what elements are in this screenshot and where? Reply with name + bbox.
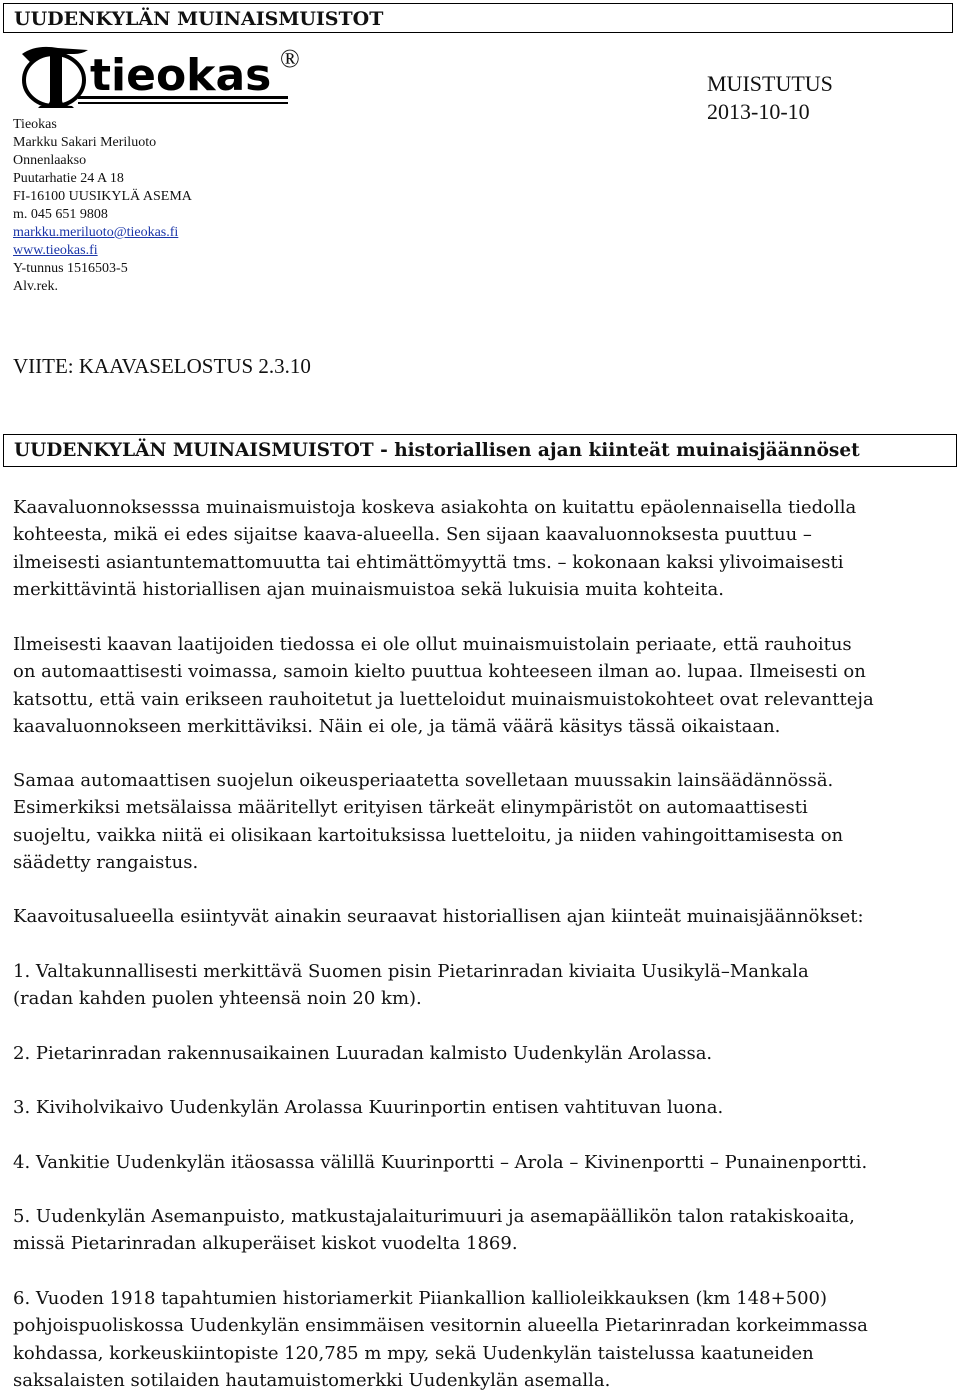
paragraph-4 xyxy=(13,903,953,930)
vat-registration: Alv.rek. xyxy=(13,279,58,294)
email-link[interactable]: markku.meriluoto@tieokas.fi xyxy=(13,225,179,240)
text-line: katsottu, että vain erikseen rauhoitetut ja luetteloidut muinaismuistokohteet ovat relevantteja xyxy=(13,688,874,710)
text-line: on automaattisesti voimassa, samoin kielto puuttua kohteeseen ilman ao. lupaa. Ilmeisesti on xyxy=(13,661,866,683)
contact-line: m. 045 651 9808 xyxy=(13,207,108,222)
text-line: 3. Kiviholvikaivo Uudenkylän Arolassa Kuurinportin entisen vahtituvan luona. xyxy=(13,1097,724,1118)
text-line: ilmeisesti asiantuntemattomuutta tai ehtimättömyyttä tms. – kokonaan kaksi ylivoimaisesti xyxy=(13,551,844,573)
contact-line: Tieokas xyxy=(13,117,57,132)
logo-wordmark: tieokas xyxy=(90,50,272,101)
text-line: Kaavoitusalueella esiintyvät ainakin seuraavat historiallisen ajan kiinteät muinaisjäännökset: xyxy=(13,906,864,927)
text-line: Kaavaluonnoksesssa muinaismuistoja koskeva asiakohta on kuitattu epäolennaisella tiedolla xyxy=(13,497,857,518)
contact-line: Markku Sakari Meriluoto xyxy=(13,135,157,150)
memo-date: 2013-10-10 xyxy=(707,99,810,124)
text-line: 4. Vankitie Uudenkylän itäosassa välillä Kuurinportti – Arola – Kivinenportti – Punainenportti. xyxy=(13,1152,868,1173)
section-title: UUDENKYLÄN MUINAISMUISTOT - historiallisen ajan kiinteät muinaisjäännöset xyxy=(14,440,860,461)
text-line: pohjoispuoliskossa Uudenkylän ensimmäisen vesitornin alueella Pietarinradan korkeimmassa xyxy=(13,1315,868,1337)
registered-mark: ® xyxy=(280,44,300,73)
text-line: suojeltu, vaikka niitä ei olisikaan kartoituksissa luetteloitu, ja niiden vahingoittamisesta on xyxy=(13,824,844,846)
text-line: 6. Vuoden 1918 tapahtumien historiamerkit Piiankallion kallioleikkauksen (km 148+500) xyxy=(13,1288,828,1309)
contact-line: FI-16100 UUSIKYLÄ ASEMA xyxy=(13,189,192,204)
list-item-5 xyxy=(13,1203,953,1258)
website-link[interactable]: www.tieokas.fi xyxy=(13,243,98,258)
text-line: kaavaluonnokseen merkittäviksi. Näin ei ole, ja tämä väärä käsitys tässä oikaistaan. xyxy=(13,715,781,737)
text-line: 5. Uudenkylän Asemanpuisto, matkustajalaiturimuuri ja asemapäällikön talon ratakiskoaita, xyxy=(13,1206,855,1227)
text-line: säädetty rangaistus. xyxy=(13,851,199,873)
memo-block xyxy=(707,70,833,126)
contact-block xyxy=(13,116,192,296)
text-line: missä Pietarinradan alkuperäiset kiskot vuodelta 1869. xyxy=(13,1233,518,1255)
list-item-1 xyxy=(13,958,953,1013)
text-line: merkittävintä historiallisen ajan muinaismuistoa sekä lukuisia muita kohteita. xyxy=(13,578,724,600)
paragraph-3 xyxy=(13,767,953,876)
contact-line: Onnenlaakso xyxy=(13,153,87,168)
text-line: Ilmeisesti kaavan laatijoiden tiedossa ei ole ollut muinaismuistolain periaate, että rauhoitus xyxy=(13,634,852,655)
text-line: (radan kahden puolen yhteensä noin 20 km). xyxy=(13,988,422,1010)
document-header xyxy=(3,3,953,33)
text-line: Esimerkiksi metsälaissa määritellyt erityisen tärkeät elinympäristöt on automaattisesti xyxy=(13,797,808,819)
text-line: 2. Pietarinradan rakennusaikainen Luuradan kalmisto Uudenkylän Arolassa. xyxy=(13,1043,713,1064)
text-line: kohdassa, korkeuskiintopiste 120,785 m mpy, sekä Uudenkylän taistelussa kaatuneiden xyxy=(13,1342,814,1364)
text-line: Samaa automaattisen suojelun oikeusperiaatetta sovelletaan muussakin lainsäädännössä. xyxy=(13,770,834,791)
section-title-box xyxy=(3,434,957,467)
header-title: UUDENKYLÄN MUINAISMUISTOT xyxy=(14,8,384,30)
contact-line: Puutarhatie 24 A 18 xyxy=(13,171,124,186)
memo-type: MUISTUTUS xyxy=(707,71,833,96)
reference-line: VIITE: KAAVASELOSTUS 2.3.10 xyxy=(13,354,311,378)
list-item-4 xyxy=(13,1149,953,1176)
text-line: 1. Valtakunnallisesti merkittävä Suomen pisin Pietarinradan kiviaita Uusikylä–Mankala xyxy=(13,961,809,982)
paragraph-2 xyxy=(13,631,953,740)
tieokas-logo xyxy=(18,44,303,110)
text-line: kohteesta, mikä ei edes sijaitse kaava-alueella. Sen sijaan kaavaluonnoksesta puuttuu – xyxy=(13,524,812,546)
paragraph-1 xyxy=(13,494,953,603)
text-line: saksalaisten sotilaiden hautamuistomerkki Uudenkylän asemalla. xyxy=(13,1369,611,1391)
list-item-6 xyxy=(13,1285,953,1394)
list-item-3 xyxy=(13,1094,953,1121)
business-id: Y-tunnus 1516503-5 xyxy=(13,261,128,276)
list-item-2 xyxy=(13,1040,953,1067)
